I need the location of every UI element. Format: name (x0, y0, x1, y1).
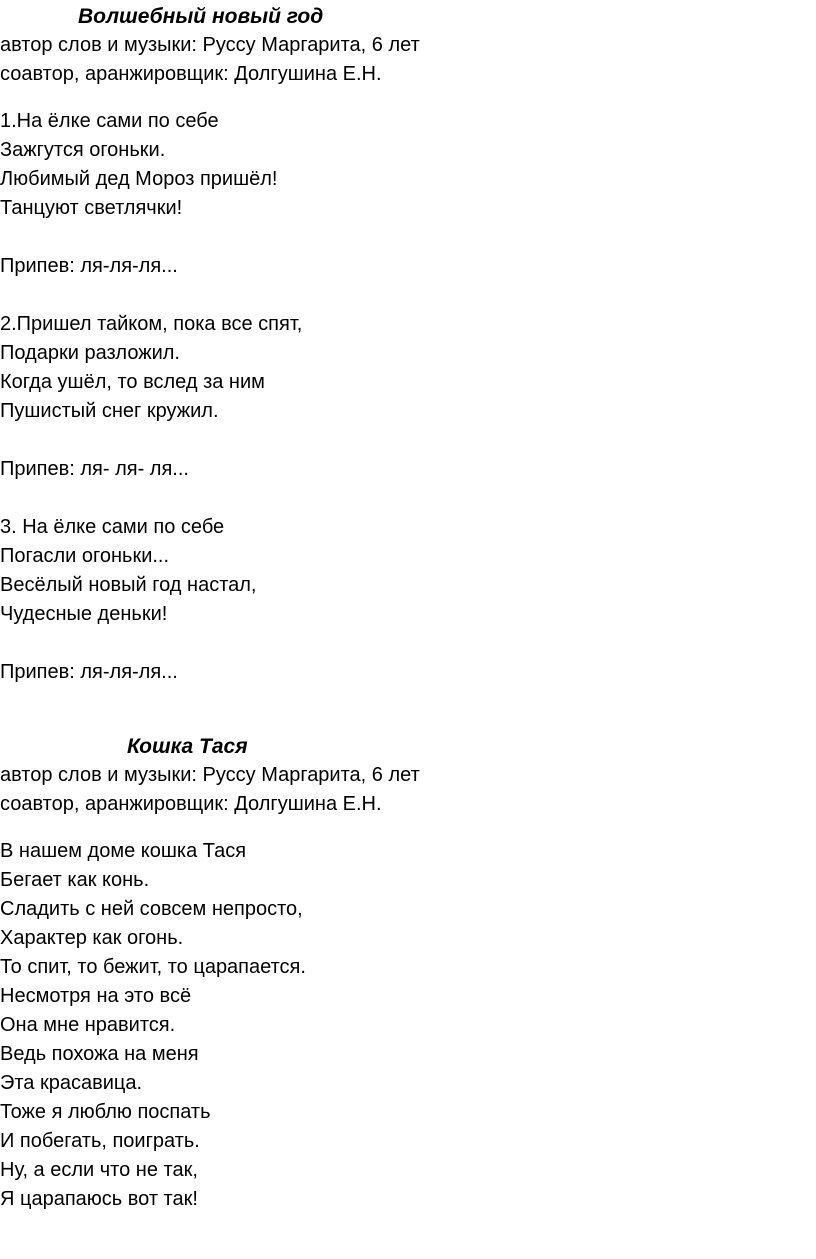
song-coauthor: соавтор, аранжировщик: Долгушина Е.Н. (0, 63, 382, 85)
lyric-blank (0, 223, 816, 252)
chorus-line: Припев: ля- ля- ля... (0, 458, 189, 480)
lyric-line: Любимый дед Мороз пришёл! (0, 168, 278, 190)
lyric-line: 3. На ёлке сами по себе (0, 516, 225, 538)
lyric-blank (0, 484, 816, 513)
lyric-line: И побегать, поиграть. (0, 1130, 200, 1152)
lyric-line: Сладить с ней совсем непросто, (0, 898, 303, 920)
lyric-line: Подарки разложил. (0, 342, 180, 364)
lyric-line: 1.На ёлке сами по себе (0, 110, 219, 132)
lyric-line: Я царапаюсь вот так! (0, 1188, 198, 1210)
lyric-line: Эта красавица. (0, 1072, 143, 1094)
song-koshka-tasya (0, 733, 816, 1214)
lyric-line: Погасли огоньки... (0, 545, 170, 567)
lyric-line: В нашем доме кошка Тася (0, 840, 247, 862)
lyric-line: Тоже я люблю поспать (0, 1101, 211, 1123)
lyric-line: Несмотря на это всё (0, 985, 192, 1007)
lyric-line: Ведь похожа на меня (0, 1043, 199, 1065)
lyric-line: Зажгутся огоньки. (0, 139, 166, 161)
song-lyrics (0, 837, 816, 1214)
song-credits (0, 761, 816, 819)
chorus-line: Припев: ля-ля-ля... (0, 255, 178, 277)
lyric-line: Когда ушёл, то вслед за ним (0, 371, 265, 393)
song-author: автор слов и музыки: Руссу Маргарита, 6 лет (0, 764, 420, 786)
chorus-line: Припев: ля-ля-ля... (0, 661, 178, 683)
lyric-line: Пушистый снег кружил. (0, 400, 219, 422)
song-lyrics (0, 107, 816, 687)
song-title: Кошка Тася (127, 735, 248, 758)
lyric-line: Она мне нравится. (0, 1014, 176, 1036)
song-credits (0, 31, 816, 89)
lyric-line: 2.Пришел тайком, пока все спят, (0, 313, 303, 335)
song-volshebny-novy-god (0, 3, 816, 687)
lyric-line: Характер как огонь. (0, 927, 184, 949)
lyric-line: Бегает как конь. (0, 869, 150, 891)
lyric-blank (0, 281, 816, 310)
lyric-line: То спит, то бежит, то царапается. (0, 956, 306, 978)
song-title: Волшебный новый год (78, 5, 324, 28)
song-author: автор слов и музыки: Руссу Маргарита, 6 лет (0, 34, 420, 56)
lyric-line: Ну, а если что не так, (0, 1159, 198, 1181)
lyric-line: Танцуют светлячки! (0, 197, 183, 219)
lyric-blank (0, 426, 816, 455)
lyric-blank (0, 629, 816, 658)
lyric-line: Весёлый новый год настал, (0, 574, 257, 596)
lyric-line: Чудесные деньки! (0, 603, 168, 625)
song-coauthor: соавтор, аранжировщик: Долгушина Е.Н. (0, 793, 382, 815)
